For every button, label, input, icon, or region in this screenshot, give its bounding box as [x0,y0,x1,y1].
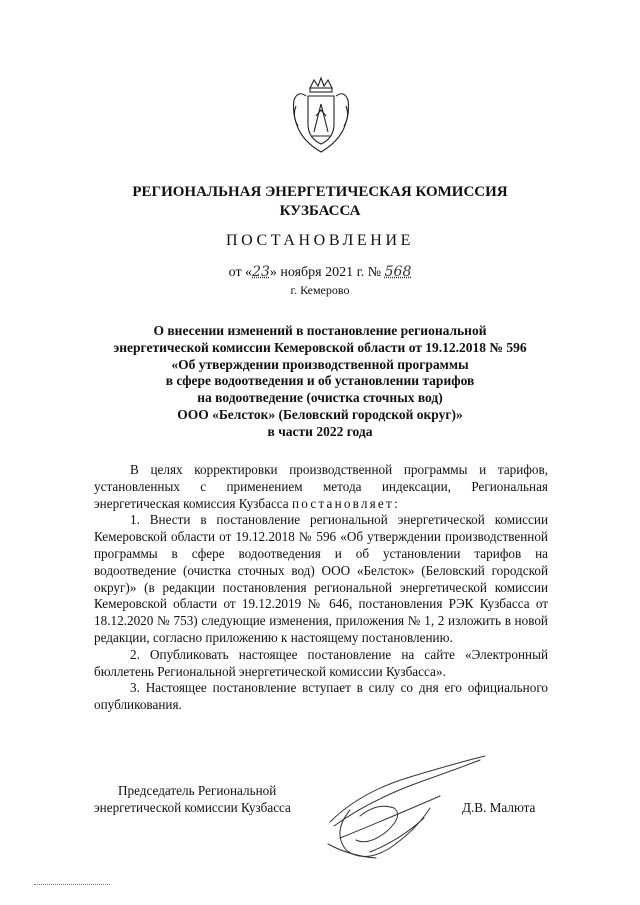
city: г. Кемерово [290,283,350,297]
document-type-title: ПОСТАНОВЛЕНИЕ [226,232,414,249]
paragraph-preamble [94,462,548,512]
coat-of-arms-icon [288,76,354,156]
document-number: 568 [384,264,412,280]
subject-line: ООО «Белсток» (Беловский городской округ)» [177,406,463,422]
preamble-text: В целях корректировки производственной программы и тарифов, установленных с применением метода индексации, Региональная энергетическая комиссия Кузбасса [94,462,548,511]
subject-line: на водоотведение (очистка сточных вод) [197,390,443,406]
position-line: энергетической комиссии Кузбасса [94,800,291,815]
signatory-position [94,782,354,816]
subject-line: энергетической комиссии Кемеровской области от 19.12.2018 № 596 [113,339,527,355]
organization-name-line2: КУЗБАССА [279,203,361,219]
subject-line: «Об утверждении производственной программы [171,356,469,372]
position-line: Председатель Региональной [118,783,277,798]
date-mid: » ноября 2021 г. № [269,265,382,280]
signatory-name: Д.В. Малюта [462,800,536,815]
subject-line: О внесении изменений в постановление региональной [153,323,487,338]
resolves-word: постановляет: [291,495,400,511]
document-body [94,462,548,714]
date-day: 23 [252,264,270,280]
date-prefix: от « [228,265,253,280]
date-number-line [0,264,640,281]
subject-line: в части 2022 года [267,423,373,439]
paragraph-item-3: 3. Настоящее постановление вступает в силу со дня его официального опубликования. [94,680,548,713]
paragraph-item-1: 1. Внести в постановление региональной энергетической комиссии Кемеровской области от 19.12.2018 № 596 «Об утверждении производственной программы в сфере водоотведения и об установлении тарифов на водоотведение (очистка сточных вод) ООО «Белсток» (Беловский городской округ)» (в редакции постановления региональной энергетической комиссии Кемеровской области от 19.12.2019 № 646, постановления РЭК Кузбасса от 18.12.2020 № 753) следующие изменения, приложения № 1, 2 изложить в новой редакции, согласно приложению к настоящему постановлению. [94,512,548,645]
organization-name: РЕГИОНАЛЬНАЯ ЭНЕРГЕТИЧЕСКАЯ КОМИССИЯ [132,184,508,200]
subject-line: в сфере водоотведения и об установлении тарифов [165,373,475,389]
document-subject [60,323,580,441]
paragraph-item-2: 2. Опубликовать настоящее постановление на сайте «Электронный бюллетень Региональной энергетической комиссии Кузбасса». [94,646,548,679]
footer-divider [34,884,110,885]
